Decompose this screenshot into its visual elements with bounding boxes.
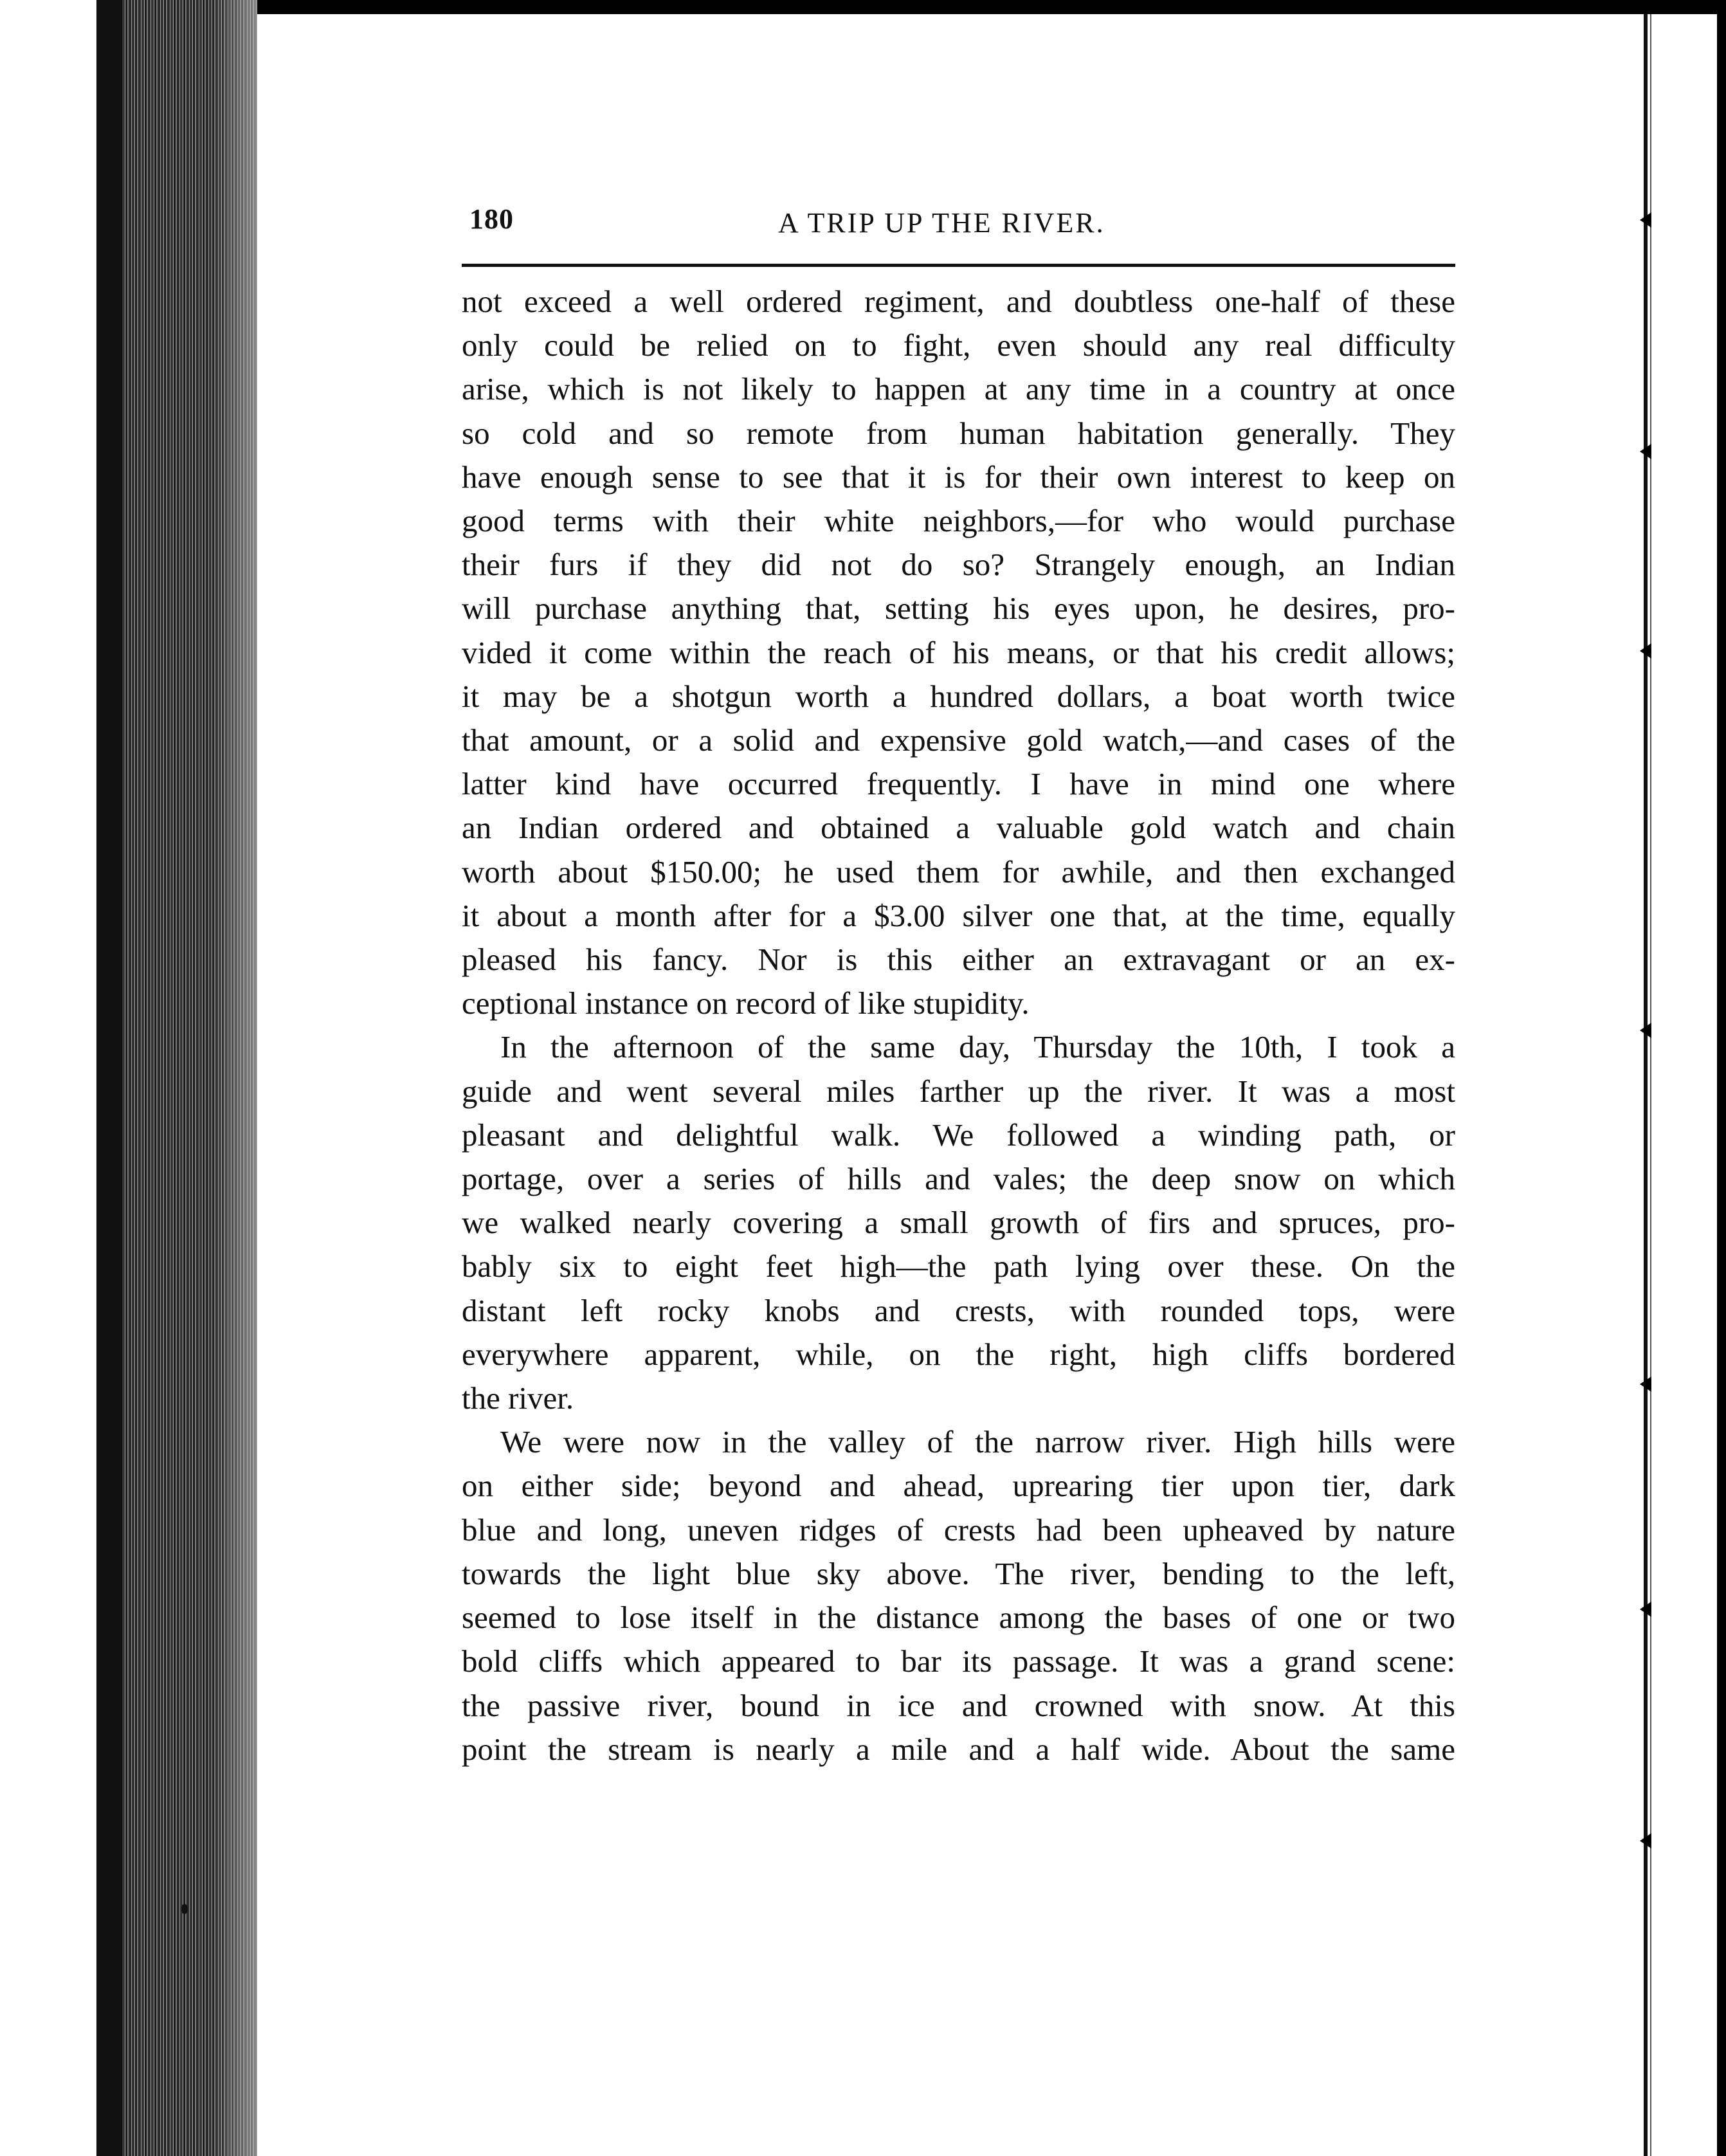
text-line: arise, which is not likely to happen at any time in a country at once bbox=[462, 371, 1455, 407]
text-line: bold cliffs which appeared to bar its passage. It was a grand scene: bbox=[462, 1643, 1455, 1679]
paragraph-3 bbox=[462, 1420, 1455, 1771]
text-line: seemed to lose itself in the distance among the bases of one or two bbox=[462, 1600, 1455, 1636]
gutter bbox=[0, 0, 96, 2156]
text-line: blue and long, uneven ridges of crests had been upheaved by nature bbox=[462, 1512, 1455, 1548]
next-page-border bbox=[1644, 14, 1648, 2156]
text-line: we walked nearly covering a small growth of firs and spruces, pro- bbox=[462, 1205, 1455, 1241]
text-line: that amount, or a solid and expensive gold watch,—and cases of the bbox=[462, 722, 1455, 758]
text-line: guide and went several miles farther up the river. It was a most bbox=[462, 1073, 1455, 1109]
text-line: it may be a shotgun worth a hundred dollars, a boat worth twice bbox=[462, 678, 1455, 714]
text-line: not exceed a well ordered regiment, and doubtless one-half of these bbox=[462, 284, 1455, 319]
scanner-background-right bbox=[1717, 0, 1726, 2156]
page-header bbox=[469, 203, 1460, 248]
text-line: In the afternoon of the same day, Thursday the 10th, I took a bbox=[500, 1029, 1455, 1065]
text-line: good terms with their white neighbors,—for who would purchase bbox=[462, 503, 1455, 539]
header-rule bbox=[462, 264, 1455, 267]
text-line: will purchase anything that, setting his eyes upon, he desires, pro- bbox=[462, 590, 1455, 626]
text-line: vided it come within the reach of his means, or that his credit allows; bbox=[462, 634, 1455, 670]
text-line: have enough sense to see that it is for their own interest to keep on bbox=[462, 459, 1455, 495]
page-edge-fade bbox=[212, 0, 257, 2156]
running-head: A TRIP UP THE RIVER. bbox=[778, 207, 1105, 239]
paragraph-2 bbox=[462, 1025, 1455, 1420]
text-line: an Indian ordered and obtained a valuable gold watch and chain bbox=[462, 810, 1455, 846]
text-line: the river. bbox=[462, 1380, 574, 1416]
book-spine-shadow bbox=[96, 0, 122, 2156]
text-line: the passive river, bound in ice and crowned with snow. At this bbox=[462, 1687, 1455, 1723]
body-text bbox=[462, 280, 1455, 1771]
text-line: pleasant and delightful walk. We followed a winding path, or bbox=[462, 1117, 1455, 1153]
text-line: distant left rocky knobs and crests, with rounded tops, were bbox=[462, 1292, 1455, 1328]
page-number: 180 bbox=[469, 203, 514, 235]
text-line: everywhere apparent, while, on the right, high cliffs bordered bbox=[462, 1336, 1455, 1372]
text-line: We were now in the valley of the narrow river. High hills were bbox=[500, 1424, 1455, 1460]
text-line: towards the light blue sky above. The river, bending to the left, bbox=[462, 1555, 1455, 1591]
paragraph-1 bbox=[462, 280, 1455, 1025]
text-line: portage, over a series of hills and vales; the deep snow on which bbox=[462, 1161, 1455, 1197]
text-line: latter kind have occurred frequently. I have in mind one where bbox=[462, 766, 1455, 802]
text-line: bably six to eight feet high—the path lying over these. On the bbox=[462, 1248, 1455, 1284]
text-line: point the stream is nearly a mile and a half wide. About the same bbox=[462, 1731, 1455, 1767]
scanner-background-top bbox=[0, 0, 1726, 14]
text-line: only could be relied on to fight, even should any real difficulty bbox=[462, 327, 1455, 363]
text-line: on either side; beyond and ahead, uprearing tier upon tier, dark bbox=[462, 1468, 1455, 1504]
edge-speck bbox=[181, 1904, 188, 1914]
text-line: pleased his fancy. Nor is this either an extravagant or an ex- bbox=[462, 942, 1455, 978]
text-line: ceptional instance on record of like stupidity. bbox=[462, 985, 1030, 1021]
text-line: it about a month after for a $3.00 silver one that, at the time, equally bbox=[462, 897, 1455, 933]
text-line: their furs if they did not do so? Strangely enough, an Indian bbox=[462, 547, 1455, 583]
next-page-edge bbox=[1644, 14, 1717, 2156]
text-line: worth about $150.00; he used them for awhile, and then exchanged bbox=[462, 854, 1455, 890]
text-line: so cold and so remote from human habitation generally. They bbox=[462, 415, 1455, 451]
